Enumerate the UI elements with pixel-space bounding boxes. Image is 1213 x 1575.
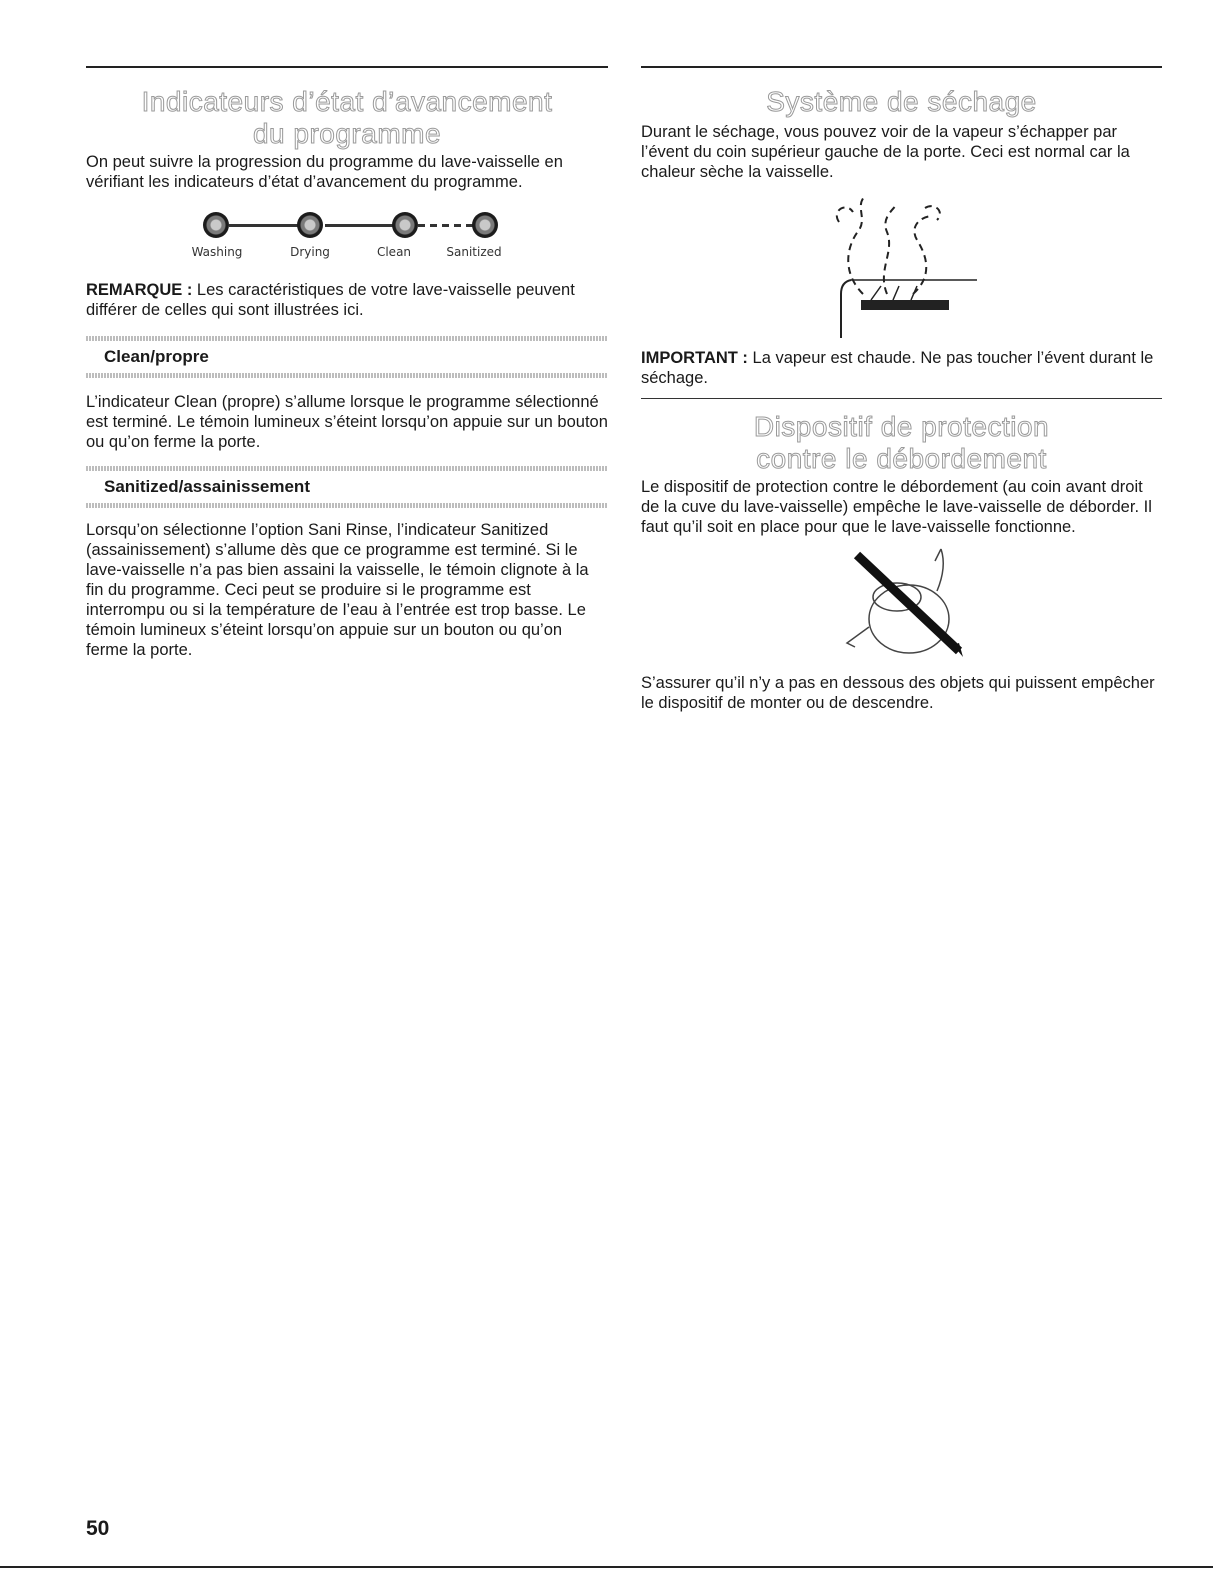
bottom-rule bbox=[0, 1566, 1213, 1568]
important-text: La vapeur est chaude. Ne pas toucher l’évent durant le séchage. bbox=[641, 349, 1154, 387]
heading-line-1: Indicateurs d’état d’avancement bbox=[141, 86, 553, 117]
label-washing: Washing bbox=[191, 245, 243, 259]
sanitized-title: Sanitized/assainissement bbox=[104, 477, 310, 496]
label-sanitized: Sanitized bbox=[446, 245, 502, 259]
heading-line-1: Dispositif de protection bbox=[753, 411, 1050, 442]
overflow-float-illustration bbox=[641, 547, 1162, 665]
clean-text: L’indicateur Clean (propre) s’allume lorsque le programme sélectionné est terminé. Le témoin lumineux s’éteint lorsqu’on appuie sur un bouton ou qu’on ferme la porte. bbox=[86, 393, 608, 451]
progress-connector-3 bbox=[418, 224, 474, 227]
sub-band-top bbox=[86, 336, 608, 341]
important-paragraph bbox=[641, 348, 1162, 388]
section-heading-overflow bbox=[641, 411, 1162, 475]
left-column bbox=[86, 66, 608, 660]
steam-vent-illustration bbox=[641, 182, 1162, 340]
drying-indicator-light bbox=[297, 212, 323, 238]
page-number: 50 bbox=[86, 1517, 110, 1540]
label-clean: Clean bbox=[376, 245, 412, 259]
sub-band-bottom bbox=[86, 503, 608, 508]
overflow-text: Le dispositif de protection contre le débordement (au coin avant droit de la cuve du lave-vaisselle) empêche le lave-vaisselle de déborder. Il faut qu’il soit en place pour que le lave-vaisselle fonctionne. bbox=[641, 478, 1152, 536]
important-label: IMPORTANT : bbox=[641, 349, 748, 367]
progress-intro: On peut suivre la progression du programme du lave-vaisselle en vérifiant les indicateurs d’état d’avancement du programme. bbox=[86, 153, 563, 191]
section-heading-drying: Système de séchage bbox=[766, 86, 1037, 117]
label-drying: Drying bbox=[290, 245, 330, 259]
overflow-note: S’assurer qu’il n’y a pas en dessous des objets qui puissent empêcher le dispositif de monter ou de descendre. bbox=[641, 674, 1155, 712]
note-label: REMARQUE : bbox=[86, 281, 193, 299]
heading-line-2: contre le débordement bbox=[756, 443, 1047, 474]
clean-subsection bbox=[86, 336, 608, 452]
progress-indicator-diagram bbox=[86, 206, 608, 274]
heading-line-2: du programme bbox=[252, 118, 442, 149]
sanitized-indicator-light bbox=[472, 212, 498, 238]
washing-indicator-light bbox=[203, 212, 229, 238]
clean-title: Clean/propre bbox=[104, 347, 209, 366]
steam-vent-icon bbox=[641, 182, 1162, 340]
sanitized-text: Lorsqu’on sélectionne l’option Sani Rinse, l’indicateur Sanitized (assainissement) s’allume dès que ce programme est terminé. Si le lave-vaisselle n’a pas bien assaini la vaisselle, le témoin clignote à la fin du programme. Ceci peut se produire si le programme est interrompu ou si la température de l’eau à l’entrée est trop basse. Le témoin lumineux s’éteint lorsqu’on appuie sur un bouton ou qu’on ferme la porte. bbox=[86, 521, 589, 659]
drying-text: Durant le séchage, vous pouvez voir de la vapeur s’échapper par l’évent du coin supérieur gauche de la porte. Ceci est normal car la chaleur sèche la vaisselle. bbox=[641, 123, 1130, 181]
sanitized-subsection bbox=[86, 466, 608, 660]
section-heading-progress bbox=[86, 86, 608, 150]
sub-band-bottom bbox=[86, 373, 608, 378]
sub-band-top bbox=[86, 466, 608, 471]
section-divider bbox=[641, 398, 1162, 399]
top-rule-right bbox=[641, 66, 1162, 68]
note-text: Les caractéristiques de votre lave-vaisselle peuvent différer de celles qui sont illustrées ici. bbox=[86, 281, 575, 319]
top-rule-left bbox=[86, 66, 608, 68]
note-paragraph bbox=[86, 280, 608, 320]
clean-indicator-light bbox=[392, 212, 418, 238]
right-column bbox=[641, 66, 1162, 713]
overflow-float-prohibited-icon bbox=[641, 547, 1162, 665]
